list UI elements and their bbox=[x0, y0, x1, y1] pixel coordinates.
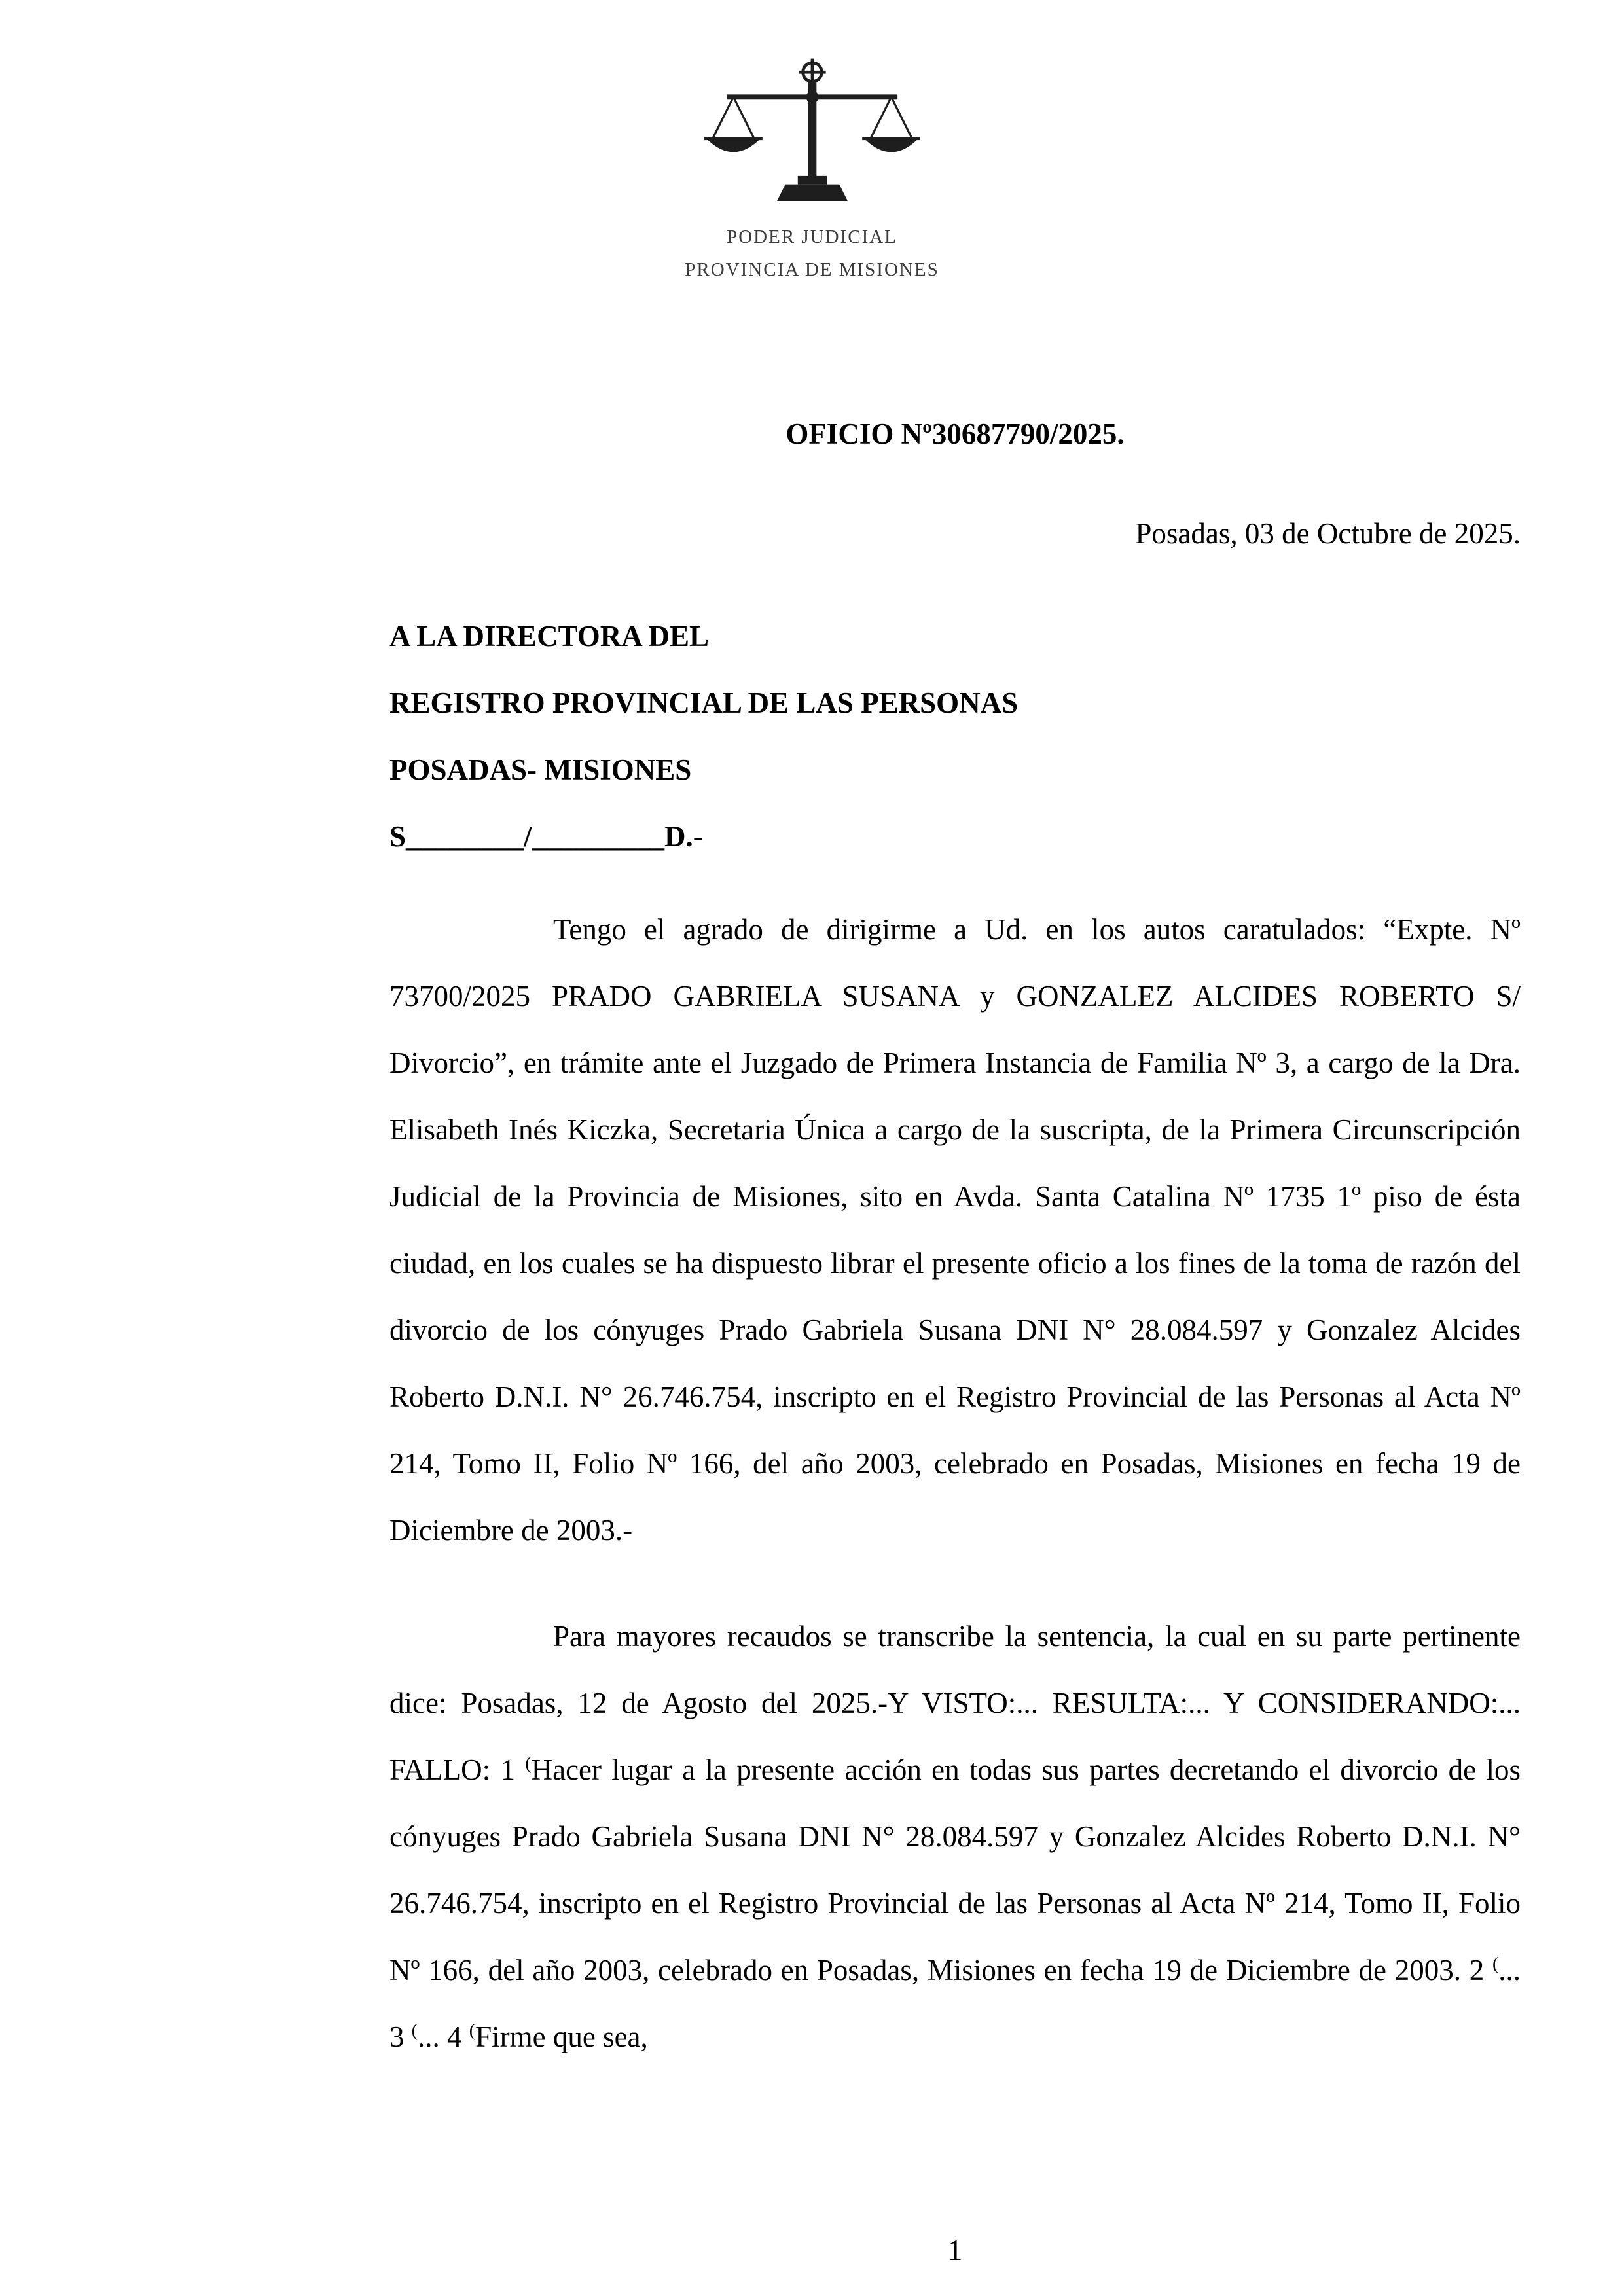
page-number: 1 bbox=[947, 2234, 963, 2267]
paragraph2-segment-1: Para mayores recaudos se transcribe la sentencia, la cual en su parte pertinente dice: Posadas, 12 de Agosto del 2025.-Y VISTO:... RESULTA:... Y CONSIDERANDO:... FALLO: 1 bbox=[389, 1620, 1521, 1786]
document-title: OFICIO Nº30687790/2025. bbox=[785, 418, 1125, 450]
addressee-block bbox=[389, 603, 1521, 870]
addressee-line-3: POSADAS- MISIONES bbox=[389, 753, 692, 786]
paragraph2-segment-5: Firme que sea, bbox=[475, 2020, 648, 2053]
date-line: Posadas, 03 de Octubre de 2025. bbox=[1135, 517, 1521, 550]
paragraph2-segment-2: Hacer lugar a la presente acción en todas sus partes decretando el divorcio de los cónyuges Prado Gabriela Susana DNI N° 28.084.597 y Gonzalez Alcides Roberto D.N.I. N° 26.746.754, inscripto en el Registro Provincial de las Personas al Acta Nº 214, Tomo II, Folio Nº 166, del año 2003, celebrado en Posadas, Misiones en fecha 19 de Diciembre de 2003. 2 bbox=[389, 1753, 1521, 1986]
addressee-line-4: S________/_________D.- bbox=[389, 820, 703, 853]
paragraph2-segment-4: ... 4 bbox=[418, 2020, 469, 2053]
logo-text-line-2: PROVINCIA DE MISIONES bbox=[685, 259, 939, 280]
logo-text-line-1: PODER JUDICIAL bbox=[727, 226, 897, 247]
superscript-paren-4: ( bbox=[469, 2020, 476, 2041]
body-paragraph-2 bbox=[389, 1603, 1521, 2070]
paragraph2-segment-3: ... 3 bbox=[389, 1954, 1521, 2053]
superscript-paren-3: ( bbox=[411, 2020, 418, 2041]
body-paragraph-1: Tengo el agrado de dirigirme a Ud. en los autos caratulados: “Expte. Nº 73700/2025 PRADO GABRIELA SUSANA y GONZALEZ ALCIDES ROBERTO S/ Divorcio”, en trámite ante el Juzgado de Primera Instancia de Familia Nº 3, a cargo de la Dra. Elisabeth Inés Kiczka, Secretaria Única a cargo de la suscripta, de la Primera Circunscripción Judicial de la Provincia de Misiones, sito en Avda. Santa Catalina Nº 1735 1º piso de ésta ciudad, en los cuales se ha dispuesto librar el presente oficio a los fines de la toma de razón del divorcio de los cónyuges Prado Gabriela Susana DNI N° 28.084.597 y Gonzalez Alcides Roberto D.N.I. N° 26.746.754, inscripto en el Registro Provincial de las Personas al Acta Nº 214, Tomo II, Folio Nº 166, del año 2003, celebrado en Posadas, Misiones en fecha 19 de Diciembre de 2003.- bbox=[389, 913, 1521, 1547]
superscript-paren-1: ( bbox=[525, 1753, 532, 1774]
addressee-line-1: A LA DIRECTORA DEL bbox=[389, 620, 710, 653]
addressee-line-2: REGISTRO PROVINCIAL DE LAS PERSONAS bbox=[389, 687, 1019, 719]
superscript-paren-2: ( bbox=[1492, 1954, 1499, 1974]
